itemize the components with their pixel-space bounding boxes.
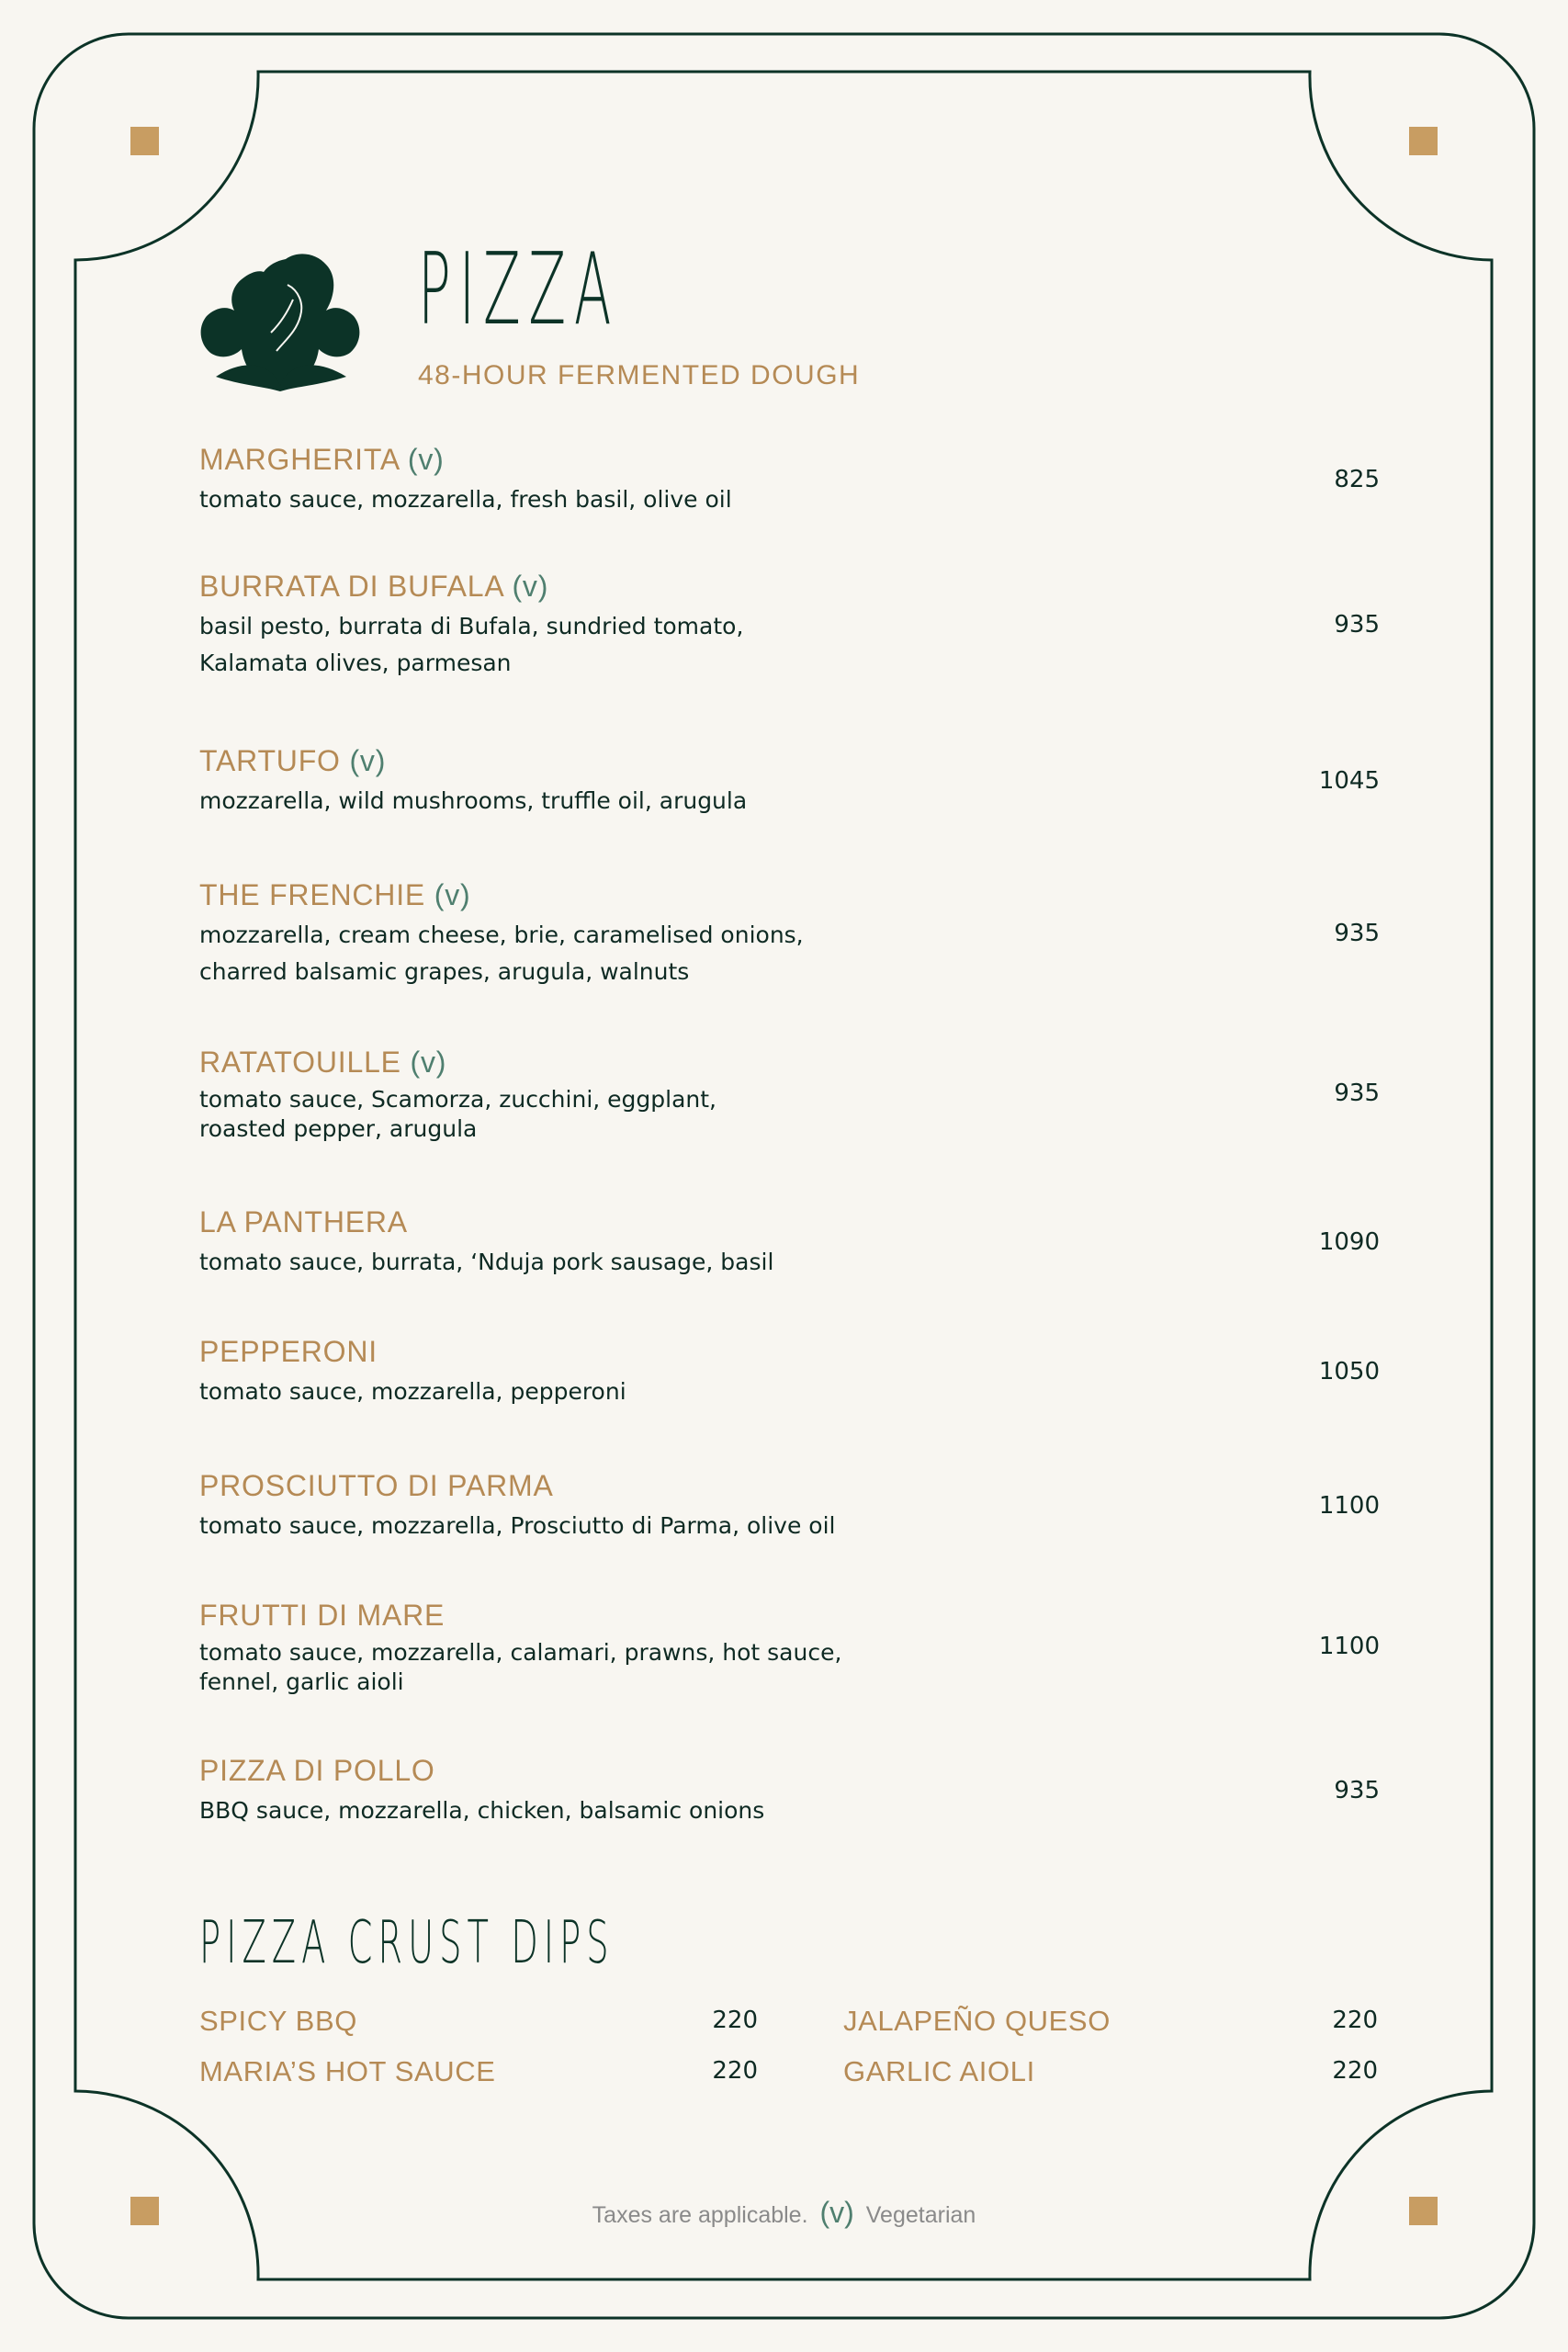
item-description: tomato sauce, Scamorza, zucchini, eggplant, (199, 1086, 717, 1113)
item-price: 1045 (1318, 767, 1380, 795)
item-name: MARGHERITA (199, 443, 400, 476)
item-description: tomato sauce, mozzarella, fresh basil, olive oil (199, 486, 732, 513)
item-description: roasted pepper, arugula (199, 1115, 478, 1142)
item-description: Kalamata olives, parmesan (199, 650, 512, 676)
panther-logo-icon (197, 248, 365, 395)
item-description: tomato sauce, mozzarella, calamari, prawns, hot sauce, (199, 1639, 842, 1666)
menu-item (199, 1204, 1380, 1281)
menu-item (199, 876, 1380, 990)
dip-item (843, 2005, 1378, 2041)
item-price: 935 (1334, 611, 1380, 639)
menu-item (199, 568, 1380, 682)
item-description: tomato sauce, burrata, ‘Nduja pork sausage, basil (199, 1249, 774, 1275)
item-price: 1050 (1318, 1358, 1380, 1385)
dip-price: 220 (712, 2007, 758, 2034)
veg-legend-marker: (v) (819, 2196, 854, 2229)
item-price: 935 (1334, 920, 1380, 947)
dip-price: 220 (712, 2057, 758, 2085)
item-price: 825 (1334, 466, 1380, 493)
item-price: 1100 (1318, 1633, 1380, 1660)
item-description: charred balsamic grapes, arugula, walnuts (199, 958, 690, 985)
veg-marker: (v) (407, 443, 445, 476)
item-price: 935 (1334, 1777, 1380, 1804)
item-name: THE FRENCHIE (199, 878, 426, 911)
item-name: TARTUFO (199, 744, 341, 777)
menu-item (199, 1044, 1380, 1143)
veg-marker: (v) (410, 1046, 447, 1079)
item-name: PEPPERONI (199, 1335, 378, 1368)
taxes-note: Taxes are applicable. (592, 2202, 808, 2228)
menu-item (199, 1597, 1380, 1696)
veg-marker: (v) (512, 570, 549, 603)
corner-square-top-right (1409, 127, 1438, 155)
item-price: 1100 (1318, 1492, 1380, 1520)
dip-item (843, 2055, 1378, 2092)
item-description: BBQ sauce, mozzarella, chicken, balsamic onions (199, 1797, 765, 1824)
item-description: fennel, garlic aioli (199, 1668, 404, 1695)
page-title: PIZZA (418, 232, 620, 347)
veg-marker: (v) (349, 744, 387, 777)
item-name: PIZZA DI POLLO (199, 1754, 435, 1787)
veg-marker: (v) (434, 878, 471, 911)
dip-name: MARIA’S HOT SAUCE (199, 2055, 496, 2087)
item-name: FRUTTI DI MARE (199, 1599, 446, 1632)
menu-item (199, 1467, 1380, 1544)
dip-item (199, 2005, 758, 2041)
item-name: PROSCIUTTO DI PARMA (199, 1469, 554, 1502)
menu-item (199, 742, 1380, 820)
item-description: basil pesto, burrata di Bufala, sundried tomato, (199, 613, 744, 639)
menu-item (199, 441, 1380, 518)
page-subtitle: 48-HOUR FERMENTED DOUGH (418, 360, 861, 390)
dip-price: 220 (1332, 2007, 1378, 2034)
item-description: tomato sauce, mozzarella, pepperoni (199, 1378, 626, 1405)
item-description: tomato sauce, mozzarella, Prosciutto di Parma, olive oil (199, 1512, 836, 1539)
corner-square-top-left (130, 127, 159, 155)
item-price: 1090 (1318, 1228, 1380, 1256)
dips-section-title: PIZZA CRUST DIPS (199, 1909, 615, 1977)
item-name: LA PANTHERA (199, 1205, 408, 1238)
veg-legend-label: Vegetarian (865, 2202, 976, 2228)
dip-name: JALAPEÑO QUESO (843, 2005, 1111, 2037)
menu-footer (0, 2196, 1568, 2230)
menu-item (199, 1752, 1380, 1829)
dip-price: 220 (1332, 2057, 1378, 2085)
item-price: 935 (1334, 1080, 1380, 1107)
item-name: BURRATA DI BUFALA (199, 570, 503, 603)
dip-name: GARLIC AIOLI (843, 2055, 1035, 2087)
item-name: RATATOUILLE (199, 1046, 401, 1079)
dip-name: SPICY BBQ (199, 2005, 357, 2037)
menu-item (199, 1333, 1380, 1410)
item-description: mozzarella, cream cheese, brie, caramelised onions, (199, 922, 804, 948)
item-description: mozzarella, wild mushrooms, truffle oil, arugula (199, 787, 748, 814)
dip-item (199, 2055, 758, 2092)
